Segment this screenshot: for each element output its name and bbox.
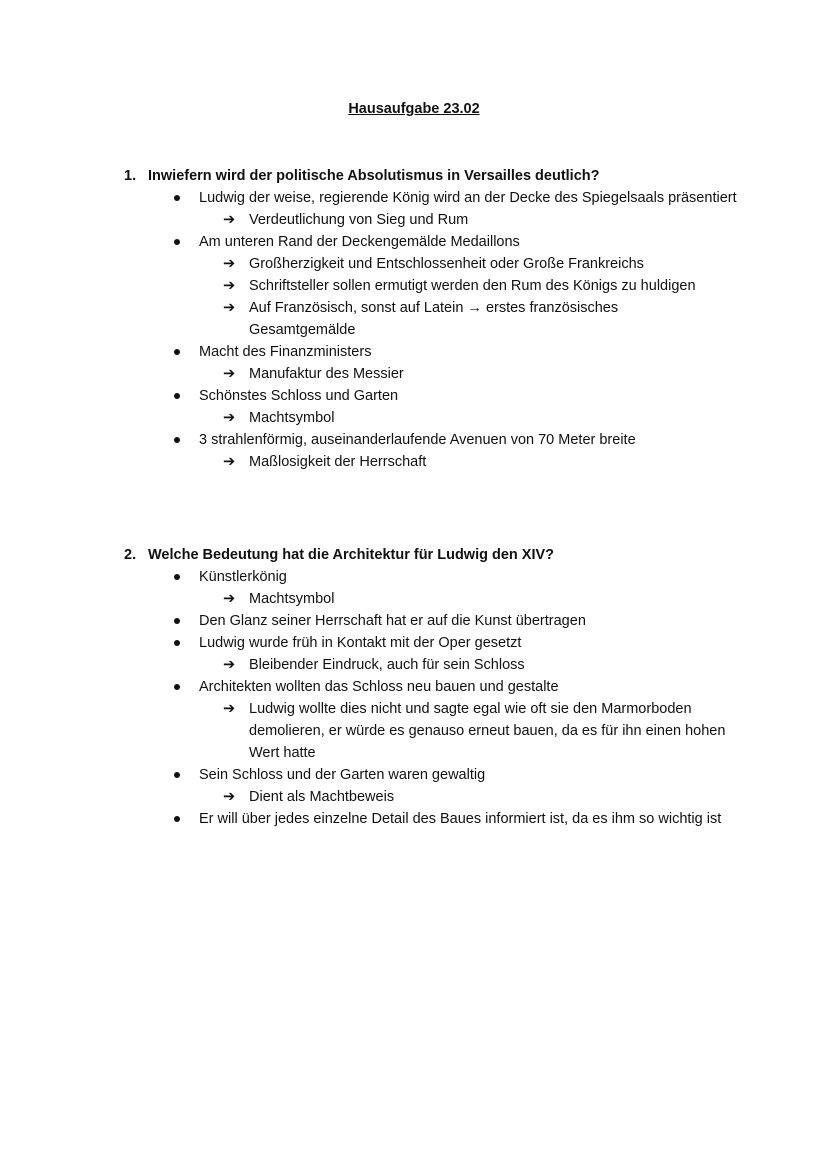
arrow-right-icon: ➔	[223, 657, 236, 673]
arrow-right-icon: ➔	[223, 300, 236, 316]
bullet-dot-icon	[174, 574, 180, 580]
bullet-dot-icon	[174, 349, 180, 355]
bullet-item: 3 strahlenförmig, auseinanderlaufende Avenuen von 70 Meter breite	[0, 429, 828, 451]
bullet-item: Ludwig wurde früh in Kontakt mit der Oper gesetzt	[0, 632, 828, 654]
bullet-dot-icon	[174, 618, 180, 624]
arrow-item: ➔ Bleibender Eindruck, auch für sein Schloss	[0, 654, 828, 676]
answer-list-1	[0, 187, 828, 473]
arrow-item: ➔ Großherzigkeit und Entschlossenheit oder Große Frankreichs	[0, 253, 828, 275]
answer-list-2	[0, 566, 828, 830]
question-text: Welche Bedeutung hat die Architektur für Ludwig den XIV?	[148, 547, 555, 563]
bullet-dot-icon	[174, 684, 180, 690]
bullet-item: Künstlerkönig	[0, 566, 828, 588]
bullet-item: Er will über jedes einzelne Detail des Baues informiert ist, da es ihm so wichtig ist	[0, 808, 828, 830]
arrow-item: ➔ Schriftsteller sollen ermutigt werden den Rum des Königs zu huldigen	[0, 275, 828, 297]
arrow-right-icon: ➔	[223, 212, 236, 228]
arrow-item: ➔ Manufaktur des Messier	[0, 363, 828, 385]
question-number: 1.	[124, 168, 137, 184]
bullet-dot-icon	[174, 437, 180, 443]
bullet-item: Ludwig der weise, regierende König wird an der Decke des Spiegelsaals präsentiert	[0, 187, 828, 209]
arrow-right-icon: ➔	[223, 454, 236, 470]
bullet-dot-icon	[174, 195, 180, 201]
bullet-item: Schönstes Schloss und Garten	[0, 385, 828, 407]
question-1	[124, 165, 764, 187]
question-2	[124, 544, 764, 566]
arrow-item: ➔ Verdeutlichung von Sieg und Rum	[0, 209, 828, 231]
bullet-item: Am unteren Rand der Deckengemälde Medaillons	[0, 231, 828, 253]
arrow-item: ➔ Machtsymbol	[0, 588, 828, 610]
arrow-item: ➔ Auf Französisch, sonst auf Latein → erstes französisches Gesamtgemälde	[0, 297, 828, 341]
bullet-dot-icon	[174, 393, 180, 399]
arrow-right-icon: ➔	[223, 410, 236, 426]
arrow-item: ➔ Dient als Machtbeweis	[0, 786, 828, 808]
bullet-dot-icon	[174, 640, 180, 646]
bullet-dot-icon	[174, 772, 180, 778]
bullet-item: Architekten wollten das Schloss neu bauen und gestalte	[0, 676, 828, 698]
bullet-dot-icon	[174, 239, 180, 245]
question-number: 2.	[124, 547, 137, 563]
page-title: Hausaufgabe 23.02	[348, 101, 480, 117]
arrow-right-icon: ➔	[223, 701, 236, 717]
arrow-right-icon: ➔	[223, 256, 236, 272]
arrow-right-icon: ➔	[223, 789, 236, 805]
arrow-item: ➔ Machtsymbol	[0, 407, 828, 429]
arrow-right-icon: ➔	[223, 366, 236, 382]
question-text: Inwiefern wird der politische Absolutismus in Versailles deutlich?	[148, 168, 600, 184]
bullet-item: Sein Schloss und der Garten waren gewaltig	[0, 764, 828, 786]
arrow-right-icon: ➔	[223, 278, 236, 294]
bullet-item: Den Glanz seiner Herrschaft hat er auf die Kunst übertragen	[0, 610, 828, 632]
bullet-dot-icon	[174, 816, 180, 822]
arrow-right-icon: ➔	[223, 591, 236, 607]
arrow-item: ➔ Maßlosigkeit der Herrschaft	[0, 451, 828, 473]
bullet-item: Macht des Finanzministers	[0, 341, 828, 363]
arrow-item: ➔ Ludwig wollte dies nicht und sagte egal wie oft sie den Marmorboden demolieren, er würde es genauso erneut bauen, da es für ihn einen hohen Wert hatte	[0, 698, 828, 764]
